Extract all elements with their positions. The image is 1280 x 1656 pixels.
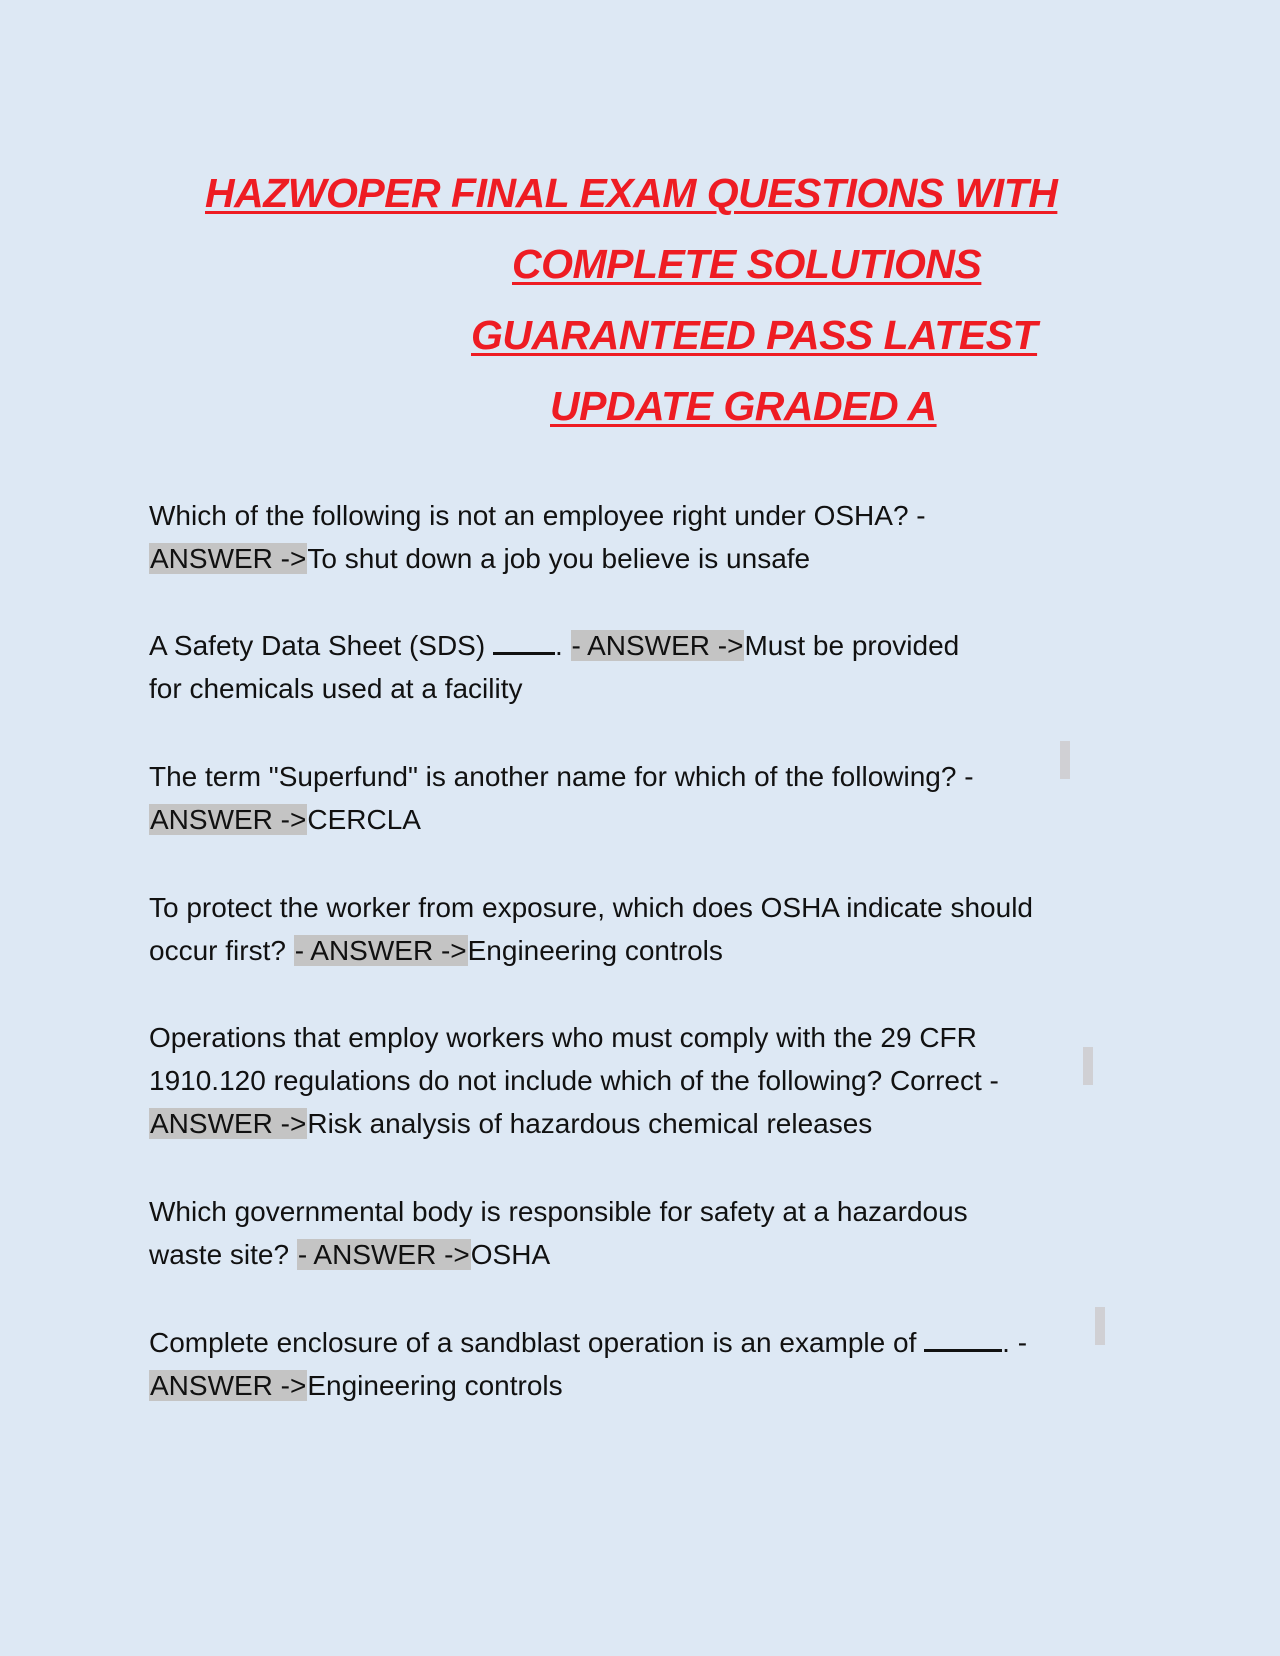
question-text-cont: 1910.120 regulations do not include which of the following? Correct - — [149, 1065, 999, 1096]
comment-marker — [1060, 741, 1070, 779]
qa-item-6 — [149, 1190, 1149, 1276]
answer-tag: ANSWER -> — [150, 543, 307, 574]
qa-item-5 — [149, 1016, 1149, 1145]
title-line-4: UPDATE GRADED A — [550, 383, 937, 429]
answer-text: OSHA — [470, 1239, 551, 1270]
qa-item-3 — [149, 755, 1149, 841]
title-line-3: GUARANTEED PASS LATEST — [471, 312, 1038, 358]
question-text-cont: waste site? — [149, 1239, 297, 1270]
question-text: Operations that employ workers who must comply with the 29 CFR — [149, 1022, 977, 1053]
question-text: Complete enclosure of a sandblast operation is an example of — [149, 1327, 925, 1358]
answer-text: Risk analysis of hazardous chemical releases — [307, 1108, 873, 1139]
answer-text: To shut down a job you believe is unsafe — [307, 543, 811, 574]
answer-text-cont: for chemicals used at a facility — [149, 673, 523, 704]
title-line-1: HAZWOPER FINAL EXAM QUESTIONS WITH — [205, 170, 1058, 216]
question-text: Which of the following is not an employee right under OSHA? - — [149, 500, 926, 531]
answer-text: Engineering controls — [307, 1370, 563, 1401]
fill-in-blank — [493, 630, 555, 655]
comment-marker — [1095, 1307, 1105, 1345]
answer-tag: - ANSWER -> — [297, 1239, 470, 1270]
comment-marker — [1083, 1047, 1093, 1085]
qa-item-1 — [149, 494, 1149, 580]
title-line-2: COMPLETE SOLUTIONS — [512, 241, 982, 287]
answer-text: Engineering controls — [467, 935, 723, 966]
answer-text: CERCLA — [307, 804, 421, 835]
answer-tag: ANSWER -> — [150, 1370, 307, 1401]
answer-tag: - ANSWER -> — [294, 935, 467, 966]
question-text: A Safety Data Sheet (SDS) — [149, 630, 493, 661]
question-text: Which governmental body is responsible for safety at a hazardous — [149, 1196, 968, 1227]
fill-in-blank — [924, 1327, 1002, 1352]
qa-item-4 — [149, 886, 1149, 972]
question-text-cont: occur first? — [149, 935, 294, 966]
question-text: To protect the worker from exposure, which does OSHA indicate should — [149, 892, 1033, 923]
answer-text: Must be provided — [744, 630, 960, 661]
question-text-end: . - — [1002, 1327, 1028, 1358]
question-text: The term "Superfund" is another name for which of the following? - — [149, 761, 974, 792]
qa-item-2 — [149, 624, 1149, 710]
answer-tag: ANSWER -> — [150, 1108, 307, 1139]
answer-tag: - ANSWER -> — [571, 630, 744, 661]
question-text-end: . — [554, 630, 571, 661]
qa-item-7 — [149, 1321, 1149, 1407]
answer-tag: ANSWER -> — [150, 804, 307, 835]
